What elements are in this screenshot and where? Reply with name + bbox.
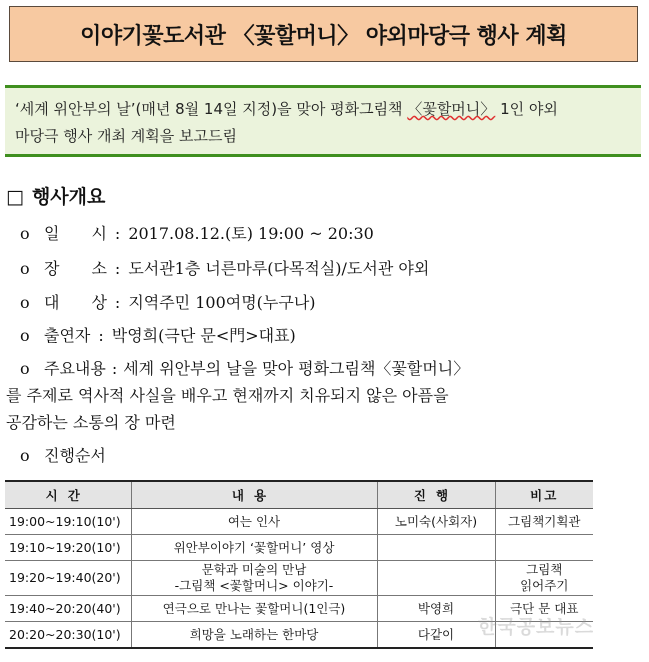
header-host: 진행 — [377, 481, 495, 509]
colon: : — [114, 293, 121, 312]
cell-time: 19:40~20:20(40') — [5, 596, 131, 622]
detail-target — [20, 290, 316, 313]
title-banner — [9, 6, 638, 62]
target-label: 대 상 — [44, 293, 107, 312]
table-row — [5, 561, 593, 596]
target-value: 지역주민 100여명(누구나) — [128, 293, 316, 312]
watermark: 한국공보뉴스 — [478, 616, 595, 638]
cell-note: 그림책 읽어주기 — [495, 561, 593, 596]
cell-host: 박영희 — [377, 596, 495, 622]
cell-content: 문학과 미술의 만남 -그림책 <꽃할머니> 이야기- — [131, 561, 377, 596]
performer-label: 출연자 — [44, 326, 91, 345]
schedule-header-row — [5, 481, 593, 509]
section-checkbox-glyph: □ — [6, 186, 24, 208]
bullet: o — [20, 224, 30, 243]
cell-content: 희망을 노래하는 한마당 — [131, 622, 377, 649]
header-content: 내용 — [131, 481, 377, 509]
cell-note — [495, 535, 593, 561]
content-value-2: 를 주제로 역사적 사실을 배우고 현재까지 치유되지 않은 아픔을 — [6, 386, 449, 405]
bullet: o — [20, 446, 30, 465]
colon: : — [114, 224, 121, 243]
bullet: o — [20, 359, 30, 378]
summary-text-2: 1인 야외 — [495, 100, 558, 118]
date-label: 일 시 — [44, 224, 107, 243]
summary-highlight: ‘세계 위안부의 날’ — [15, 100, 136, 118]
detail-place — [20, 256, 429, 279]
content-label: 주요내용 — [44, 359, 106, 378]
summary-text-1: (매년 8월 14일 지정)을 맞아 평화그림책 — [135, 100, 408, 118]
section-heading — [6, 182, 105, 209]
detail-order — [20, 443, 106, 466]
document-title: 이야기꽃도서관 〈꽃할머니〉 야외마당극 행사 계획 — [80, 23, 567, 49]
summary-box — [5, 85, 641, 157]
content-line-1 — [6, 355, 616, 382]
header-time: 시간 — [5, 481, 131, 509]
bullet: o — [20, 293, 30, 312]
table-row — [5, 509, 593, 535]
cell-time: 19:20~19:40(20') — [5, 561, 131, 596]
colon: : — [98, 326, 104, 345]
cell-content: 연극으로 만나는 꽃할머니(1인극) — [131, 596, 377, 622]
content-value-1: 세계 위안부의 날을 맞아 평화그림책〈꽃할머니〉 — [123, 359, 470, 378]
cell-host: 다같이 — [377, 622, 495, 649]
section-title: 행사개요 — [31, 186, 106, 208]
cell-time: 20:20~20:30(10') — [5, 622, 131, 649]
colon: : — [114, 259, 121, 278]
header-note: 비고 — [495, 481, 593, 509]
date-value: 2017.08.12.(토) 19:00 ~ 20:30 — [128, 224, 374, 243]
cell-note: 그림책기획관 — [495, 509, 593, 535]
detail-date — [20, 221, 374, 244]
detail-content — [6, 355, 616, 436]
detail-performer — [20, 323, 296, 346]
place-value: 도서관1층 너른마루(다목적실)/도서관 야외 — [128, 259, 430, 278]
colon: : — [111, 359, 118, 378]
cell-host — [377, 561, 495, 596]
bullet: o — [20, 326, 30, 345]
cell-host: 노미숙(사회자) — [377, 509, 495, 535]
order-label: 진행순서 — [44, 446, 106, 465]
cell-note: 극단 문 대표 — [495, 596, 593, 622]
cell-host — [377, 535, 495, 561]
cell-time: 19:10~19:20(10') — [5, 535, 131, 561]
bullet: o — [20, 259, 30, 278]
table-row — [5, 535, 593, 561]
cell-content: 위안부이야기 ‘꽃할머니’ 영상 — [131, 535, 377, 561]
summary-line-2: 마당극 행사 개최 계획을 보고드림 — [15, 127, 237, 145]
performer-value: 박영희(극단 문<門>대표) — [111, 326, 296, 345]
cell-time: 19:00~19:10(10') — [5, 509, 131, 535]
content-value-3: 공감하는 소통의 장 마련 — [6, 413, 176, 432]
cell-content: 여는 인사 — [131, 509, 377, 535]
place-label: 장 소 — [44, 259, 107, 278]
summary-book-title: 〈꽃할머니〉 — [407, 100, 496, 118]
